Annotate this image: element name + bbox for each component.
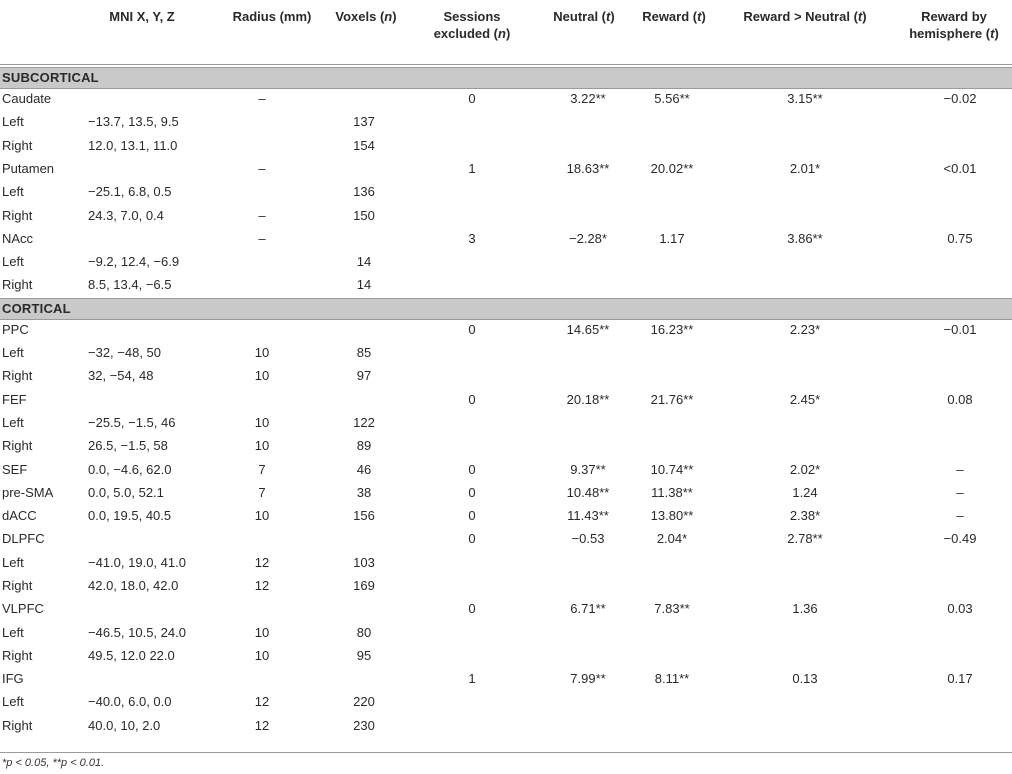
cell-reward-by-hemisphere-t: – bbox=[956, 508, 964, 523]
table-row bbox=[0, 622, 1012, 645]
table-header bbox=[0, 0, 1012, 66]
header-rule bbox=[0, 64, 1012, 65]
cell-reward-t: 7.83** bbox=[654, 601, 690, 616]
cell-reward-by-hemisphere-t: −0.01 bbox=[943, 322, 977, 337]
cell-voxels: 95 bbox=[356, 648, 372, 663]
cell-reward-gt-neutral-t: 1.36 bbox=[792, 601, 818, 616]
table-row bbox=[0, 598, 1012, 621]
cell-region: Left bbox=[2, 345, 24, 360]
section-header bbox=[0, 298, 1012, 320]
cell-voxels: 14 bbox=[356, 254, 372, 269]
header-reward: Reward (t) bbox=[642, 9, 706, 24]
cell-mni-coords: 32, −54, 48 bbox=[88, 368, 154, 383]
cell-reward-by-hemisphere-t: −0.02 bbox=[943, 91, 977, 106]
cell-reward-t: 5.56** bbox=[654, 91, 690, 106]
cell-neutral-t: 20.18** bbox=[566, 392, 610, 407]
table-row bbox=[0, 575, 1012, 598]
table-row bbox=[0, 505, 1012, 528]
cell-mni-coords: −40.0, 6.0, 0.0 bbox=[88, 694, 172, 709]
cell-voxels: 154 bbox=[353, 138, 375, 153]
cell-voxels: 220 bbox=[353, 694, 375, 709]
cell-reward-by-hemisphere-t: −0.49 bbox=[943, 531, 977, 546]
section-title: CORTICAL bbox=[2, 300, 71, 316]
cell-radius: 10 bbox=[254, 508, 270, 523]
cell-radius: 10 bbox=[254, 345, 270, 360]
table-row bbox=[0, 552, 1012, 575]
cell-reward-gt-neutral-t: 2.01* bbox=[789, 161, 821, 176]
cell-radius: 12 bbox=[254, 718, 270, 733]
table-row bbox=[0, 274, 1012, 297]
table-row bbox=[0, 88, 1012, 111]
cell-region: Left bbox=[2, 694, 24, 709]
cell-mni-coords: −41.0, 19.0, 41.0 bbox=[88, 555, 186, 570]
cell-voxels: 38 bbox=[356, 485, 372, 500]
cell-mni-coords: 24.3, 7.0, 0.4 bbox=[88, 208, 164, 223]
cell-radius: 12 bbox=[254, 578, 270, 593]
table-row bbox=[0, 319, 1012, 342]
cell-mni-coords: 0.0, 19.5, 40.5 bbox=[88, 508, 172, 523]
cell-region: IFG bbox=[2, 671, 24, 686]
cell-sessions-excluded: 3 bbox=[468, 231, 476, 246]
cell-reward-by-hemisphere-t: 0.75 bbox=[947, 231, 973, 246]
cell-voxels: 122 bbox=[353, 415, 375, 430]
cell-region: pre-SMA bbox=[2, 485, 54, 500]
cell-radius: 12 bbox=[254, 694, 270, 709]
footnote: *p < 0.05, **p < 0.01. bbox=[2, 757, 105, 769]
cell-region: FEF bbox=[2, 392, 27, 407]
table-row bbox=[0, 459, 1012, 482]
cell-reward-t: 2.04* bbox=[656, 531, 688, 546]
cell-neutral-t: 10.48** bbox=[566, 485, 610, 500]
header-neutral: Neutral (t) bbox=[553, 9, 615, 24]
cell-region: Left bbox=[2, 254, 24, 269]
table-row bbox=[0, 691, 1012, 714]
cell-radius: – bbox=[258, 231, 266, 246]
cell-voxels: 80 bbox=[356, 625, 372, 640]
table-row bbox=[0, 228, 1012, 251]
cell-mni-coords: −25.5, −1.5, 46 bbox=[88, 415, 176, 430]
cell-region: PPC bbox=[2, 322, 29, 337]
cell-voxels: 136 bbox=[353, 184, 375, 199]
table-row bbox=[0, 181, 1012, 204]
cell-reward-t: 20.02** bbox=[650, 161, 694, 176]
header-reward-by-hemisphere: Reward by hemisphere (t) bbox=[909, 9, 999, 41]
cell-sessions-excluded: 0 bbox=[468, 531, 476, 546]
cell-region: Right bbox=[2, 648, 33, 663]
section-header bbox=[0, 67, 1012, 89]
cell-voxels: 85 bbox=[356, 345, 372, 360]
cell-sessions-excluded: 0 bbox=[468, 508, 476, 523]
cell-radius: 10 bbox=[254, 415, 270, 430]
cell-sessions-excluded: 0 bbox=[468, 322, 476, 337]
cell-sessions-excluded: 1 bbox=[468, 671, 476, 686]
cell-region: Right bbox=[2, 368, 33, 383]
bottom-rule bbox=[0, 752, 1012, 753]
table-row bbox=[0, 365, 1012, 388]
cell-region: Right bbox=[2, 438, 33, 453]
cell-mni-coords: −25.1, 6.8, 0.5 bbox=[88, 184, 172, 199]
cell-sessions-excluded: 0 bbox=[468, 462, 476, 477]
cell-region: Left bbox=[2, 184, 24, 199]
cell-sessions-excluded: 0 bbox=[468, 91, 476, 106]
cell-reward-by-hemisphere-t: – bbox=[956, 485, 964, 500]
table-row bbox=[0, 528, 1012, 551]
table-row bbox=[0, 412, 1012, 435]
table-row bbox=[0, 205, 1012, 228]
cell-reward-gt-neutral-t: 2.02* bbox=[789, 462, 821, 477]
cell-radius: 10 bbox=[254, 625, 270, 640]
cell-radius: 10 bbox=[254, 648, 270, 663]
cell-reward-gt-neutral-t: 0.13 bbox=[792, 671, 818, 686]
cell-neutral-t: 7.99** bbox=[570, 671, 606, 686]
header-mni: MNI X, Y, Z bbox=[109, 9, 175, 24]
cell-neutral-t: 18.63** bbox=[566, 161, 610, 176]
cell-voxels: 156 bbox=[353, 508, 375, 523]
header-radius: Radius (mm) bbox=[232, 9, 312, 24]
cell-reward-gt-neutral-t: 2.23* bbox=[789, 322, 821, 337]
cell-mni-coords: 40.0, 10, 2.0 bbox=[88, 718, 161, 733]
cell-reward-by-hemisphere-t: – bbox=[956, 462, 964, 477]
cell-region: VLPFC bbox=[2, 601, 44, 616]
cell-voxels: 46 bbox=[356, 462, 372, 477]
table-row bbox=[0, 251, 1012, 274]
cell-region: DLPFC bbox=[2, 531, 45, 546]
cell-radius: 10 bbox=[254, 438, 270, 453]
cell-region: Right bbox=[2, 138, 33, 153]
cell-neutral-t: −0.53 bbox=[571, 531, 605, 546]
cell-mni-coords: −9.2, 12.4, −6.9 bbox=[88, 254, 180, 269]
cell-radius: 12 bbox=[254, 555, 270, 570]
cell-mni-coords: 26.5, −1.5, 58 bbox=[88, 438, 168, 453]
cell-reward-by-hemisphere-t: 0.17 bbox=[947, 671, 973, 686]
cell-neutral-t: 14.65** bbox=[566, 322, 610, 337]
cell-sessions-excluded: 0 bbox=[468, 392, 476, 407]
cell-region: Right bbox=[2, 208, 33, 223]
cell-reward-t: 16.23** bbox=[650, 322, 694, 337]
table-row bbox=[0, 668, 1012, 691]
cell-mni-coords: 49.5, 12.0 22.0 bbox=[88, 648, 175, 663]
cell-sessions-excluded: 0 bbox=[468, 601, 476, 616]
table-row bbox=[0, 389, 1012, 412]
cell-region: Putamen bbox=[2, 161, 55, 176]
cell-voxels: 137 bbox=[353, 114, 375, 129]
cell-radius: 7 bbox=[258, 485, 266, 500]
cell-region: Left bbox=[2, 555, 24, 570]
cell-sessions-excluded: 0 bbox=[468, 485, 476, 500]
table-row bbox=[0, 645, 1012, 668]
cell-neutral-t: 6.71** bbox=[570, 601, 606, 616]
cell-neutral-t: 9.37** bbox=[570, 462, 606, 477]
cell-reward-gt-neutral-t: 1.24 bbox=[792, 485, 818, 500]
table-row bbox=[0, 158, 1012, 181]
cell-voxels: 97 bbox=[356, 368, 372, 383]
header-sessions: Sessions excluded (n) bbox=[433, 9, 511, 41]
table-row bbox=[0, 342, 1012, 365]
cell-mni-coords: 42.0, 18.0, 42.0 bbox=[88, 578, 179, 593]
cell-radius: – bbox=[258, 91, 266, 106]
cell-region: Left bbox=[2, 415, 24, 430]
cell-reward-t: 11.38** bbox=[651, 485, 693, 500]
cell-neutral-t: 11.43** bbox=[567, 508, 609, 523]
table-row bbox=[0, 135, 1012, 158]
cell-mni-coords: −46.5, 10.5, 24.0 bbox=[88, 625, 186, 640]
cell-reward-t: 8.11** bbox=[654, 671, 690, 686]
cell-mni-coords: 0.0, −4.6, 62.0 bbox=[88, 462, 172, 477]
cell-region: NAcc bbox=[2, 231, 34, 246]
cell-radius: – bbox=[258, 161, 266, 176]
table-row bbox=[0, 715, 1012, 738]
cell-neutral-t: −2.28* bbox=[569, 231, 607, 246]
cell-region: Right bbox=[2, 718, 33, 733]
table-row bbox=[0, 482, 1012, 505]
cell-region: SEF bbox=[2, 462, 28, 477]
cell-reward-by-hemisphere-t: <0.01 bbox=[943, 161, 977, 176]
cell-region: Right bbox=[2, 277, 33, 292]
cell-mni-coords: −32, −48, 50 bbox=[88, 345, 162, 360]
cell-radius: 7 bbox=[258, 462, 266, 477]
cell-region: Right bbox=[2, 578, 33, 593]
cell-radius: – bbox=[258, 208, 266, 223]
cell-reward-gt-neutral-t: 2.38* bbox=[789, 508, 821, 523]
cell-reward-by-hemisphere-t: 0.08 bbox=[947, 392, 973, 407]
cell-mni-coords: 12.0, 13.1, 11.0 bbox=[88, 138, 178, 153]
header-reward-gt-neutral: Reward > Neutral (t) bbox=[743, 9, 867, 24]
cell-region: Caudate bbox=[2, 91, 52, 106]
cell-reward-gt-neutral-t: 2.78** bbox=[787, 531, 823, 546]
cell-mni-coords: 8.5, 13.4, −6.5 bbox=[88, 277, 172, 292]
cell-voxels: 14 bbox=[356, 277, 372, 292]
cell-reward-t: 10.74** bbox=[650, 462, 694, 477]
cell-region: dACC bbox=[2, 508, 37, 523]
cell-voxels: 150 bbox=[353, 208, 375, 223]
cell-region: Left bbox=[2, 625, 24, 640]
cell-voxels: 169 bbox=[353, 578, 375, 593]
cell-radius: 10 bbox=[254, 368, 270, 383]
table-row bbox=[0, 435, 1012, 458]
cell-reward-t: 13.80** bbox=[650, 508, 694, 523]
cell-reward-gt-neutral-t: 3.86** bbox=[787, 231, 823, 246]
cell-sessions-excluded: 1 bbox=[468, 161, 476, 176]
cell-region: Left bbox=[2, 114, 24, 129]
cell-voxels: 230 bbox=[353, 718, 375, 733]
table-row bbox=[0, 111, 1012, 134]
cell-neutral-t: 3.22** bbox=[570, 91, 606, 106]
header-voxels: Voxels (n) bbox=[335, 9, 397, 24]
cell-reward-by-hemisphere-t: 0.03 bbox=[947, 601, 973, 616]
cell-mni-coords: −13.7, 13.5, 9.5 bbox=[88, 114, 179, 129]
cell-reward-gt-neutral-t: 2.45* bbox=[789, 392, 821, 407]
section-title: SUBCORTICAL bbox=[2, 70, 99, 85]
cell-reward-t: 21.76** bbox=[650, 392, 694, 407]
cell-voxels: 89 bbox=[356, 438, 372, 453]
cell-voxels: 103 bbox=[353, 555, 375, 570]
cell-reward-t: 1.17 bbox=[659, 231, 685, 246]
cell-reward-gt-neutral-t: 3.15** bbox=[787, 91, 823, 106]
cell-mni-coords: 0.0, 5.0, 52.1 bbox=[88, 485, 164, 500]
